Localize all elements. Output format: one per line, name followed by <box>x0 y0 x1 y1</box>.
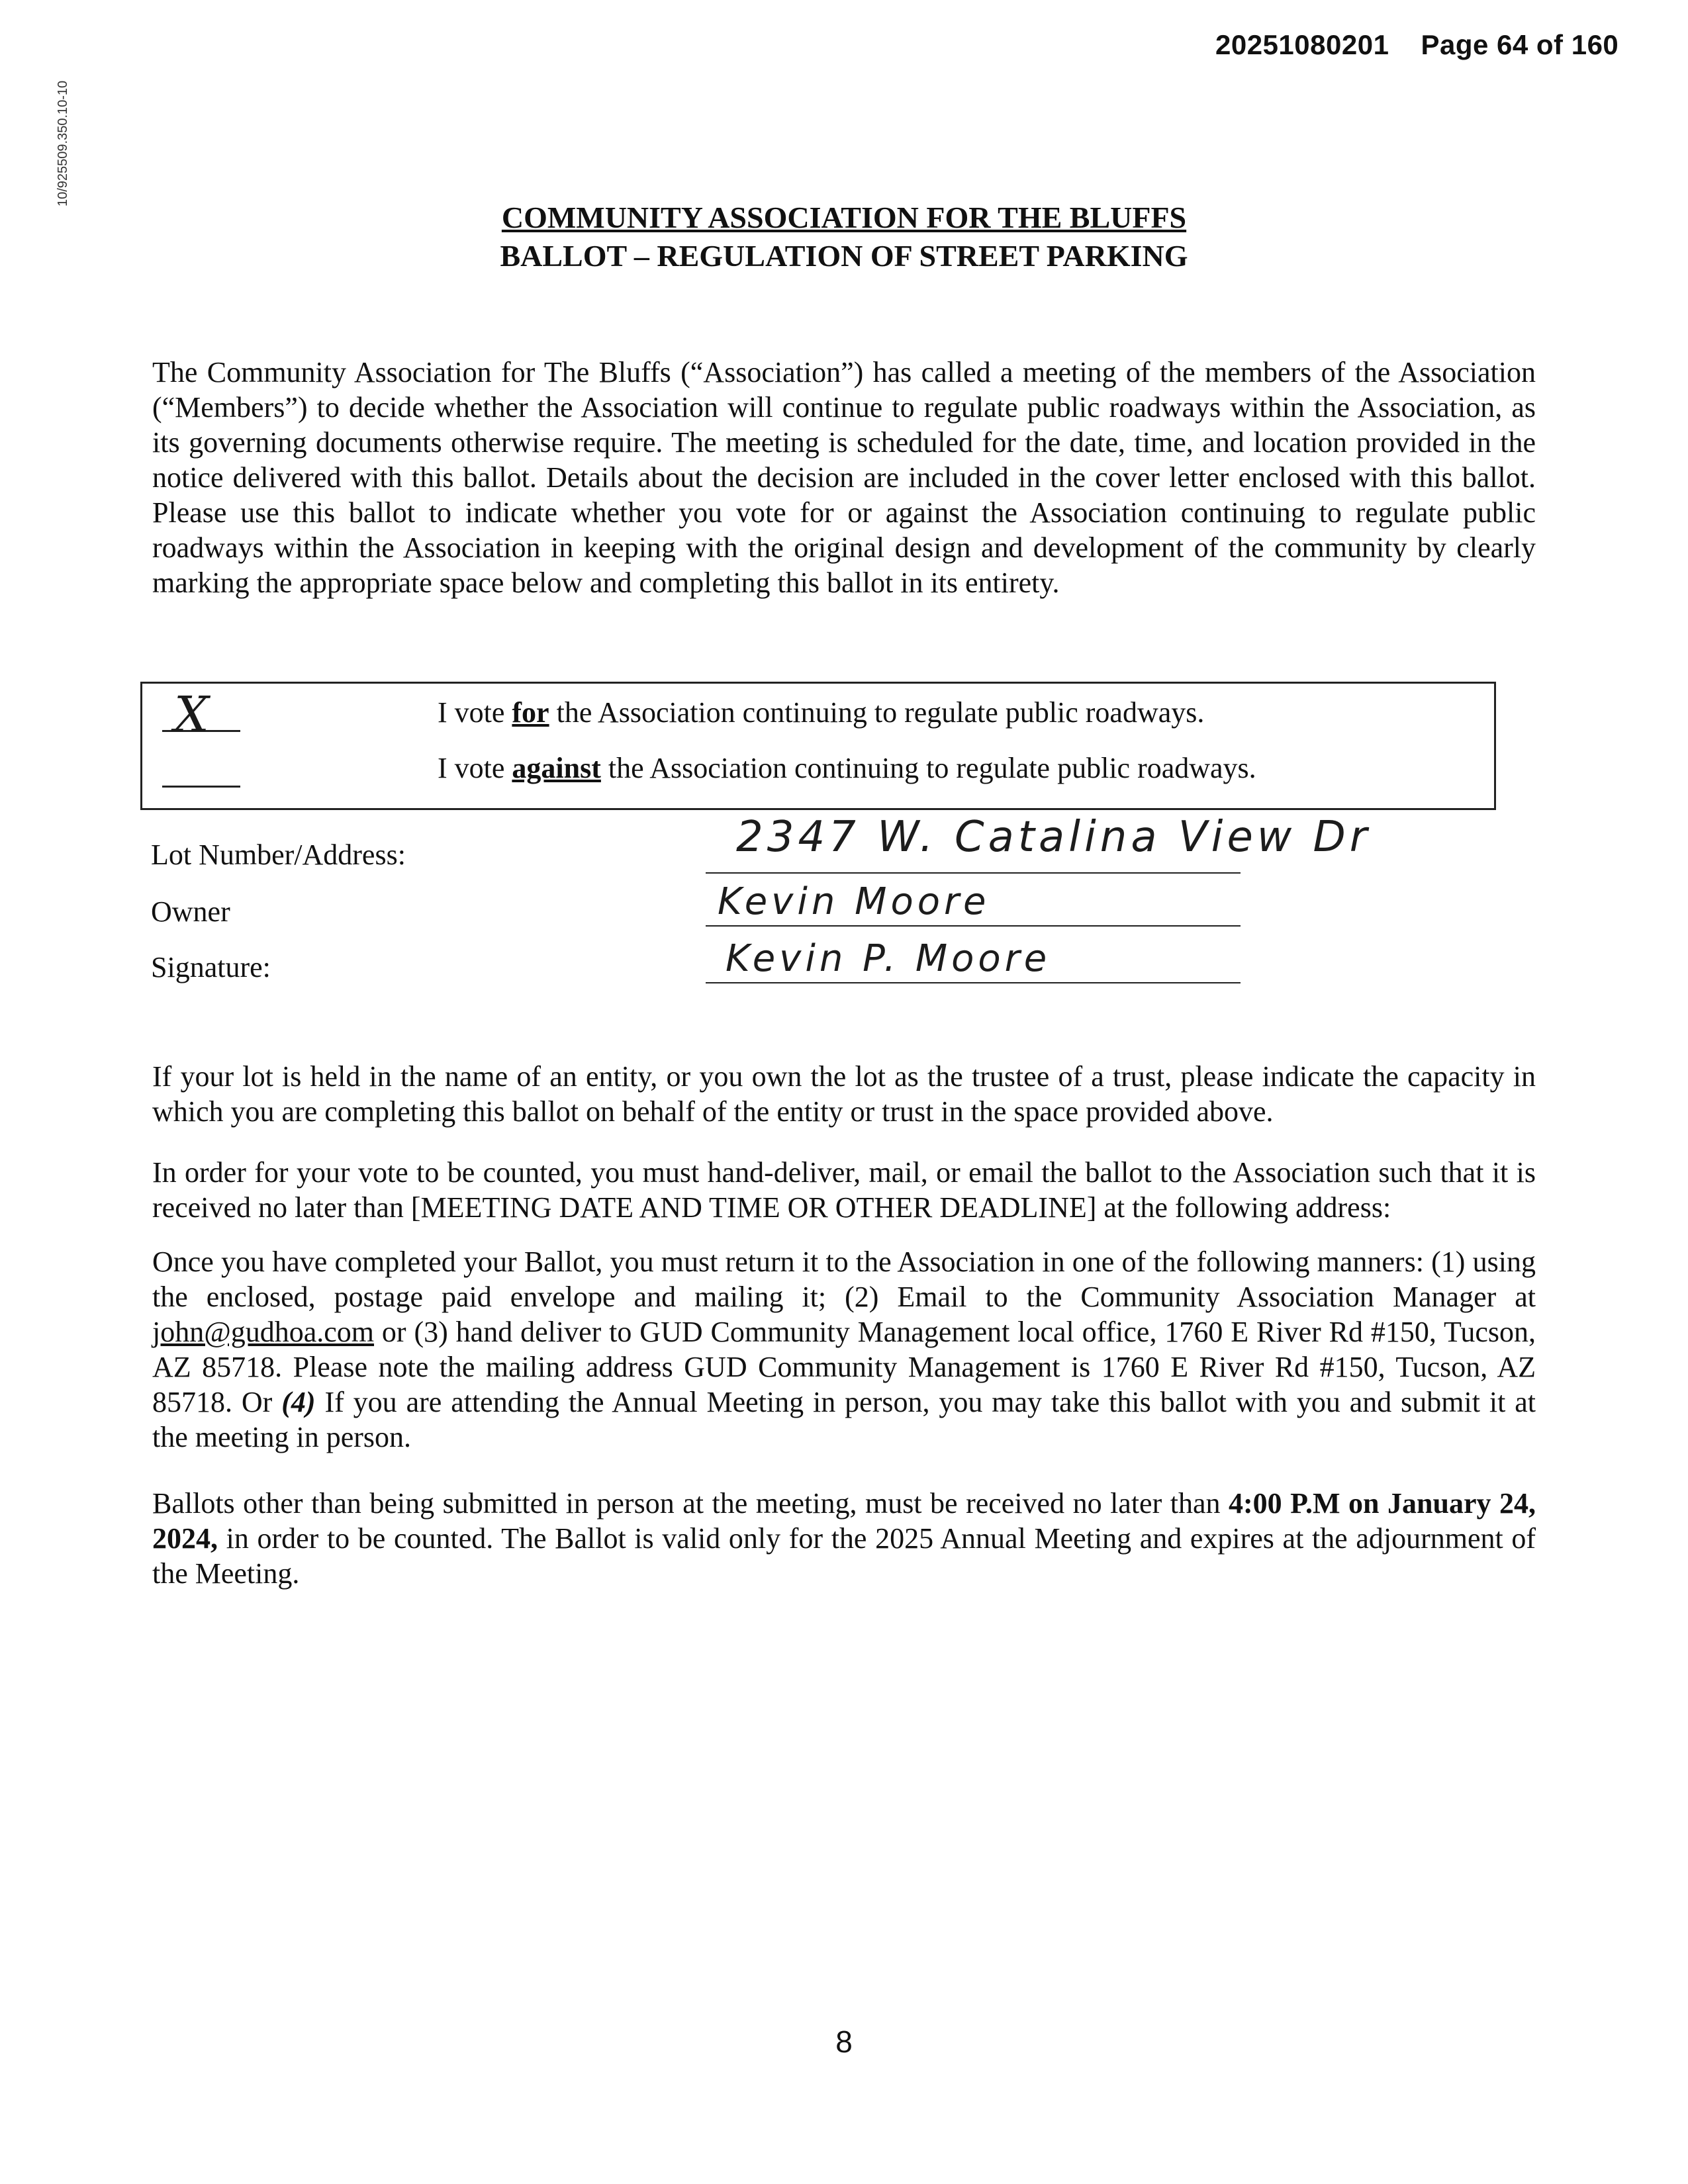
deadline-text-2: in order to be counted. The Ballot is valid only for the 2025 Annual Meeting and expires at the adjournment of the Meeting. <box>152 1522 1536 1590</box>
signature-field[interactable] <box>706 982 1241 983</box>
vote-for-suffix: the Association continuing to regulate public roadways. <box>549 696 1205 729</box>
delivery-paragraph: In order for your vote to be counted, you must hand-deliver, mail, or email the ballot to the Association such that it is received no later than [MEETING DATE AND TIME OR OTHER DEADLINE] at the following address: <box>152 1156 1536 1224</box>
return-text-1: Once you have completed your Ballot, you must return it to the Association in one of the following manners: (1) using the enclosed, postage paid envelope and mailing it; (2) Email to the Community Association Manager at <box>152 1246 1536 1313</box>
vote-against-keyword: against <box>512 752 601 784</box>
return-text-2: or (3) hand deliver to GUD Community Management local office, 1760 E River Rd #150, Tucson, AZ 85718. Please note the mailing address GUD Community Management is 1760 E River Rd #150, Tucson, AZ 85718. Or <box>152 1316 1536 1418</box>
title-line-1: COMMUNITY ASSOCIATION FOR THE BLUFFS <box>501 201 1187 234</box>
document-id <box>1215 29 1618 61</box>
signature-label: Signature: <box>151 951 271 983</box>
title-line-2: BALLOT – REGULATION OF STREET PARKING <box>500 239 1188 273</box>
document-number: 20251080201 <box>1215 29 1389 60</box>
ballot-title <box>0 199 1688 275</box>
owner-field[interactable] <box>706 925 1241 927</box>
deadline-bold: 4:00 P.M on January 24, 2024, <box>152 1487 1536 1555</box>
vote-against-suffix: the Association continuing to regulate public roadways. <box>600 752 1256 784</box>
signature-handwriting: Kevin P. Moore <box>726 937 1051 980</box>
email-link[interactable]: john@gudhoa.com <box>152 1316 375 1348</box>
lot-address-handwriting: 2347 W. Catalina View Dr <box>736 813 1372 862</box>
owner-handwriting: Kevin Moore <box>718 880 990 923</box>
side-stamp: 10/925509.350.10-10 <box>56 80 70 206</box>
vote-box <box>140 682 1496 810</box>
vote-against-line[interactable] <box>162 786 240 788</box>
vote-against-prefix: I vote <box>438 752 512 784</box>
return-paragraph <box>152 1244 1536 1455</box>
deadline-text-1: Ballots other than being submitted in person at the meeting, must be received no later than <box>152 1487 1229 1520</box>
vote-against-option <box>438 751 1256 785</box>
deadline-paragraph <box>152 1486 1536 1591</box>
vote-for-prefix: I vote <box>438 696 512 729</box>
lot-address-label: Lot Number/Address: <box>151 839 406 871</box>
intro-paragraph: The Community Association for The Bluffs (“Association”) has called a meeting of the members of the Association (“Members”) to decide whether the Association will continue to regulate public roadways within the Association, as its governing documents otherwise require. The meeting is scheduled for the date, time, and location provided in the notice delivered with this ballot. Details about the decision are included in the cover letter enclosed with this ballot. Please use this ballot to indicate whether you vote for or against the Association continuing to regulate public roadways within the Association in keeping with the original design and development of the community by clearly marking the appropriate space below and completing this ballot in its entirety. <box>152 356 1536 599</box>
entity-paragraph: If your lot is held in the name of an entity, or you own the lot as the trustee of a trust, please indicate the capacity in which you are completing this ballot on behalf of the entity or trust in the space provided above. <box>152 1060 1536 1128</box>
lot-address-field[interactable] <box>706 872 1241 874</box>
vote-for-mark: X <box>174 686 209 743</box>
page-label: Page 64 of 160 <box>1421 29 1619 60</box>
vote-for-option <box>438 696 1204 729</box>
return-item-4: (4) <box>281 1386 316 1418</box>
owner-label: Owner <box>151 895 230 928</box>
page-number: 8 <box>835 2025 853 2059</box>
vote-for-keyword: for <box>512 696 549 729</box>
return-text-3: If you are attending the Annual Meeting in person, you may take this ballot with you and submit it at the meeting in person. <box>152 1386 1536 1453</box>
